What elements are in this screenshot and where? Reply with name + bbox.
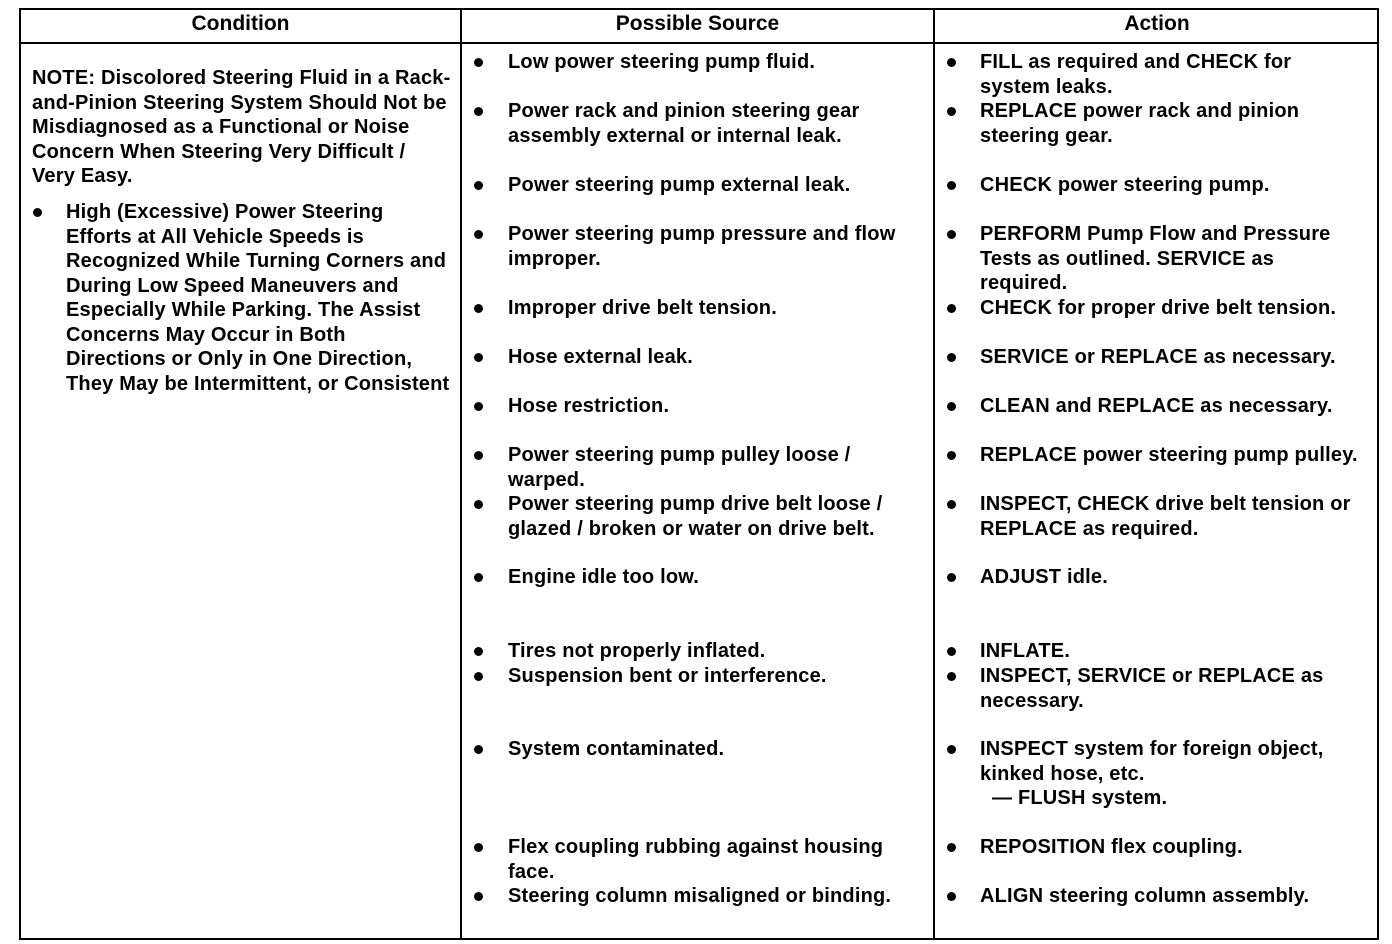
bullet-icon xyxy=(947,230,956,239)
bullet-icon xyxy=(947,451,956,460)
bullet-icon xyxy=(474,451,483,460)
action-text: PERFORM Pump Flow and Pressure Tests as outlined. SERVICE as required. xyxy=(980,223,1331,294)
header-possible-source: Possible Source xyxy=(615,12,780,35)
bullet-icon xyxy=(474,745,483,754)
bullet-icon xyxy=(474,402,483,411)
bullet-icon xyxy=(474,573,483,582)
bullet-icon xyxy=(947,500,956,509)
action-text: REPLACE power steering pump pulley. xyxy=(980,444,1358,466)
bullet-icon xyxy=(474,843,483,852)
action-text: FILL as required and CHECK for system leaks. xyxy=(980,51,1292,98)
action-text: ALIGN steering column assembly. xyxy=(980,885,1310,907)
column-divider xyxy=(460,8,462,940)
bullet-icon xyxy=(947,892,956,901)
possible-source-text: Steering column misaligned or binding. xyxy=(508,885,892,907)
bullet-icon xyxy=(947,181,956,190)
header-condition: Condition xyxy=(191,12,290,35)
bullet-icon xyxy=(947,353,956,362)
bullet-icon xyxy=(947,843,956,852)
header-divider xyxy=(19,42,1379,44)
possible-source-text: Hose external leak. xyxy=(508,346,694,368)
bullet-icon xyxy=(474,230,483,239)
action-text: ADJUST idle. xyxy=(980,566,1108,588)
condition-item: High (Excessive) Power Steering Efforts at All Vehicle Speeds is Recognized While Turning Corners and During Low Speed Maneuvers and Especially While Parking. The Assist Concerns May Occur in Both Directions or Only in One Direction, They May be Intermittent, or Consistent xyxy=(66,201,450,395)
bullet-icon xyxy=(947,58,956,67)
bullet-icon xyxy=(947,672,956,681)
possible-source-text: Power steering pump pressure and flow improper. xyxy=(508,223,896,270)
bullet-icon xyxy=(947,107,956,116)
possible-source-text: Power steering pump drive belt loose / glazed / broken or water on drive belt. xyxy=(508,493,883,540)
action-text: INSPECT system for foreign object, kinked hose, etc. xyxy=(980,738,1324,785)
action-text: REPOSITION flex coupling. xyxy=(980,836,1243,858)
bullet-icon xyxy=(947,402,956,411)
possible-source-text: System contaminated. xyxy=(508,738,725,760)
action-subtext: — FLUSH system. xyxy=(992,787,1168,809)
bullet-icon xyxy=(474,304,483,313)
possible-source-text: Low power steering pump fluid. xyxy=(508,51,816,73)
action-text: CLEAN and REPLACE as necessary. xyxy=(980,395,1333,417)
bullet-icon xyxy=(474,892,483,901)
bullet-icon xyxy=(474,500,483,509)
action-text: CHECK for proper drive belt tension. xyxy=(980,297,1337,319)
bullet-icon xyxy=(474,647,483,656)
table-bottom-border xyxy=(19,938,1379,940)
bullet-icon xyxy=(947,573,956,582)
bullet-icon xyxy=(474,672,483,681)
bullet-icon xyxy=(947,745,956,754)
possible-source-text: Suspension bent or interference. xyxy=(508,665,827,687)
possible-source-text: Power steering pump external leak. xyxy=(508,174,851,196)
possible-source-text: Power steering pump pulley loose / warped. xyxy=(508,444,851,491)
bullet-icon xyxy=(474,181,483,190)
bullet-icon xyxy=(33,208,42,217)
bullet-icon xyxy=(474,353,483,362)
action-text: INFLATE. xyxy=(980,640,1071,662)
condition-note: NOTE: Discolored Steering Fluid in a Rack-and-Pinion Steering System Should Not be Misdiagnosed as a Functional or Noise Concern When Steering Very Difficult / Very Easy. xyxy=(32,67,451,187)
possible-source-text: Flex coupling rubbing against housing face. xyxy=(508,836,884,883)
action-text: REPLACE power rack and pinion steering gear. xyxy=(980,100,1300,147)
bullet-icon xyxy=(947,647,956,656)
action-text: CHECK power steering pump. xyxy=(980,174,1270,196)
column-divider xyxy=(933,8,935,940)
possible-source-text: Improper drive belt tension. xyxy=(508,297,777,319)
bullet-icon xyxy=(474,58,483,67)
possible-source-text: Tires not properly inflated. xyxy=(508,640,766,662)
header-action: Action xyxy=(1124,12,1190,35)
action-text: SERVICE or REPLACE as necessary. xyxy=(980,346,1336,368)
bullet-icon xyxy=(474,107,483,116)
possible-source-text: Engine idle too low. xyxy=(508,566,700,588)
possible-source-text: Power rack and pinion steering gear assembly external or internal leak. xyxy=(508,100,860,147)
possible-source-text: Hose restriction. xyxy=(508,395,670,417)
action-text: INSPECT, CHECK drive belt tension or REPLACE as required. xyxy=(980,493,1351,540)
action-text: INSPECT, SERVICE or REPLACE as necessary. xyxy=(980,665,1324,712)
bullet-icon xyxy=(947,304,956,313)
